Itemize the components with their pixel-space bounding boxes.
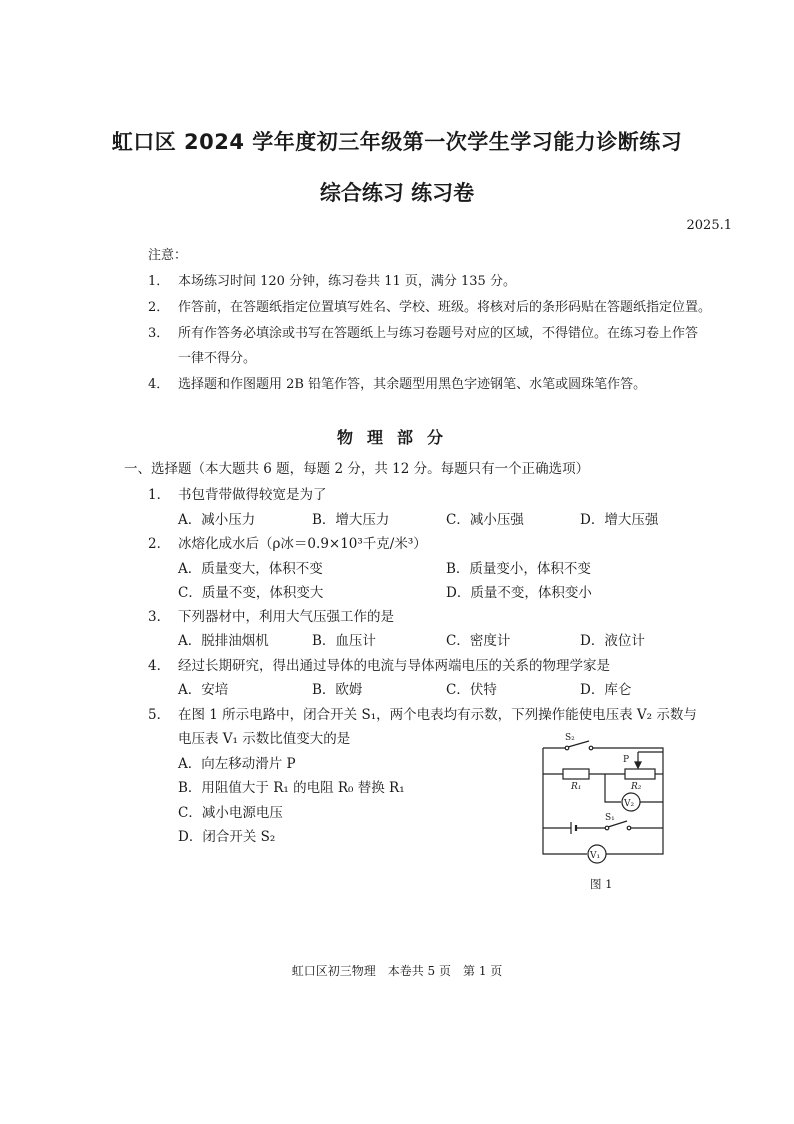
option: B．用阻值大于 R₁ 的电阻 R₀ 替换 R₁ bbox=[178, 780, 405, 796]
question-stem: 书包背带做得较宽是为了 bbox=[178, 487, 327, 503]
option: C．伏特 bbox=[446, 682, 497, 698]
figure-caption: 图 1 bbox=[590, 877, 613, 891]
note-number: 1． bbox=[148, 274, 170, 289]
question-number: 5． bbox=[148, 707, 171, 723]
label-p: P bbox=[623, 755, 630, 765]
option: A．减小压力 bbox=[178, 512, 256, 528]
option: D．质量不变，体积变小 bbox=[446, 585, 592, 601]
question-number: 4． bbox=[148, 658, 171, 674]
page-title: 虹口区 2024 学年度初三年级第一次学生学习能力诊断练习 bbox=[111, 130, 683, 154]
option: C．密度计 bbox=[446, 633, 511, 649]
battery bbox=[571, 822, 576, 834]
option: A．脱排油烟机 bbox=[178, 633, 269, 649]
question-number: 1． bbox=[148, 487, 171, 503]
option: D．闭合开关 S₂ bbox=[178, 829, 276, 845]
question-number: 2． bbox=[148, 536, 171, 552]
option: A．质量变大，体积不变 bbox=[178, 561, 323, 577]
note-number: 4． bbox=[148, 377, 170, 392]
note-text: 本场练习时间 120 分钟，练习卷共 11 页，满分 135 分。 bbox=[178, 274, 516, 289]
option: C．减小压强 bbox=[446, 512, 524, 528]
resistor-r1 bbox=[563, 769, 589, 779]
option: D．增大压强 bbox=[580, 512, 659, 528]
question-number: 3． bbox=[148, 609, 171, 625]
label-s1: S₁ bbox=[605, 813, 615, 823]
note-text: 选择题和作图题用 2B 铅笔作答，其余题型用黑色字迹钢笔、水笔或圆珠笔作答。 bbox=[178, 377, 647, 392]
label-s2: S₂ bbox=[565, 733, 575, 743]
option: C．减小电源电压 bbox=[178, 805, 283, 821]
question-stem: 在图 1 所示电路中，闭合开关 S₁，两个电表均有示数，下列操作能使电压表 V₂ 示数与 bbox=[178, 707, 697, 723]
resistor-r2 bbox=[625, 769, 655, 779]
question-stem-continued: 电压表 V₁ 示数比值变大的是 bbox=[178, 731, 351, 747]
option: A．安培 bbox=[178, 682, 229, 698]
note-number: 2． bbox=[148, 300, 170, 315]
option: C．质量不变，体积变大 bbox=[178, 585, 324, 601]
option: A．向左移动滑片 P bbox=[178, 756, 296, 772]
option: B．增大压力 bbox=[312, 512, 390, 528]
circuit-wire bbox=[606, 828, 663, 854]
label-r2: R₂ bbox=[631, 782, 642, 792]
page-subtitle: 综合练习 练习卷 bbox=[319, 181, 475, 205]
note-text: 作答前，在答题纸指定位置填写姓名、学校、班级。将核对后的条形码贴在答题纸指定位置。 bbox=[178, 300, 712, 315]
exam-date: 2025.1 bbox=[686, 218, 732, 233]
option: B．质量变小，体积不变 bbox=[446, 561, 591, 577]
question-stem: 冰熔化成水后（ρ冰＝0.9×10³千克/米³） bbox=[178, 536, 427, 552]
note-number: 3． bbox=[148, 326, 170, 341]
section-title: 物理部分 bbox=[336, 428, 457, 447]
page-footer: 虹口区初三物理 本卷共 5 页 第 1 页 bbox=[291, 964, 503, 978]
question-stem: 下列器材中，利用大气压强工作的是 bbox=[178, 609, 394, 625]
label-v1: V₁ bbox=[590, 851, 601, 861]
label-v2: V₂ bbox=[624, 799, 635, 809]
slider-p bbox=[635, 752, 663, 768]
label-r1: R₁ bbox=[571, 782, 582, 792]
circuit-diagram bbox=[535, 728, 675, 878]
option: D．液位计 bbox=[580, 633, 645, 649]
question-stem: 经过长期研究，得出通过导体的电流与导体两端电压的关系的物理学家是 bbox=[178, 658, 610, 674]
notes-label: 注意： bbox=[148, 248, 188, 263]
circuit-wire bbox=[605, 774, 621, 802]
note-text: 所有作答务必填涂或书写在答题纸上与练习卷题号对应的区域，不得错位。在练习卷上作答 bbox=[178, 326, 699, 341]
option: D．库仑 bbox=[580, 682, 632, 698]
option: B．血压计 bbox=[312, 633, 376, 649]
part-heading: 一、选择题（本大题共 6 题，每题 2 分，共 12 分。每题只有一个正确选项） bbox=[124, 461, 590, 477]
circuit-wire bbox=[543, 828, 587, 854]
option: B．欧姆 bbox=[312, 682, 363, 698]
note-text-continued: 一律不得分。 bbox=[178, 351, 257, 366]
